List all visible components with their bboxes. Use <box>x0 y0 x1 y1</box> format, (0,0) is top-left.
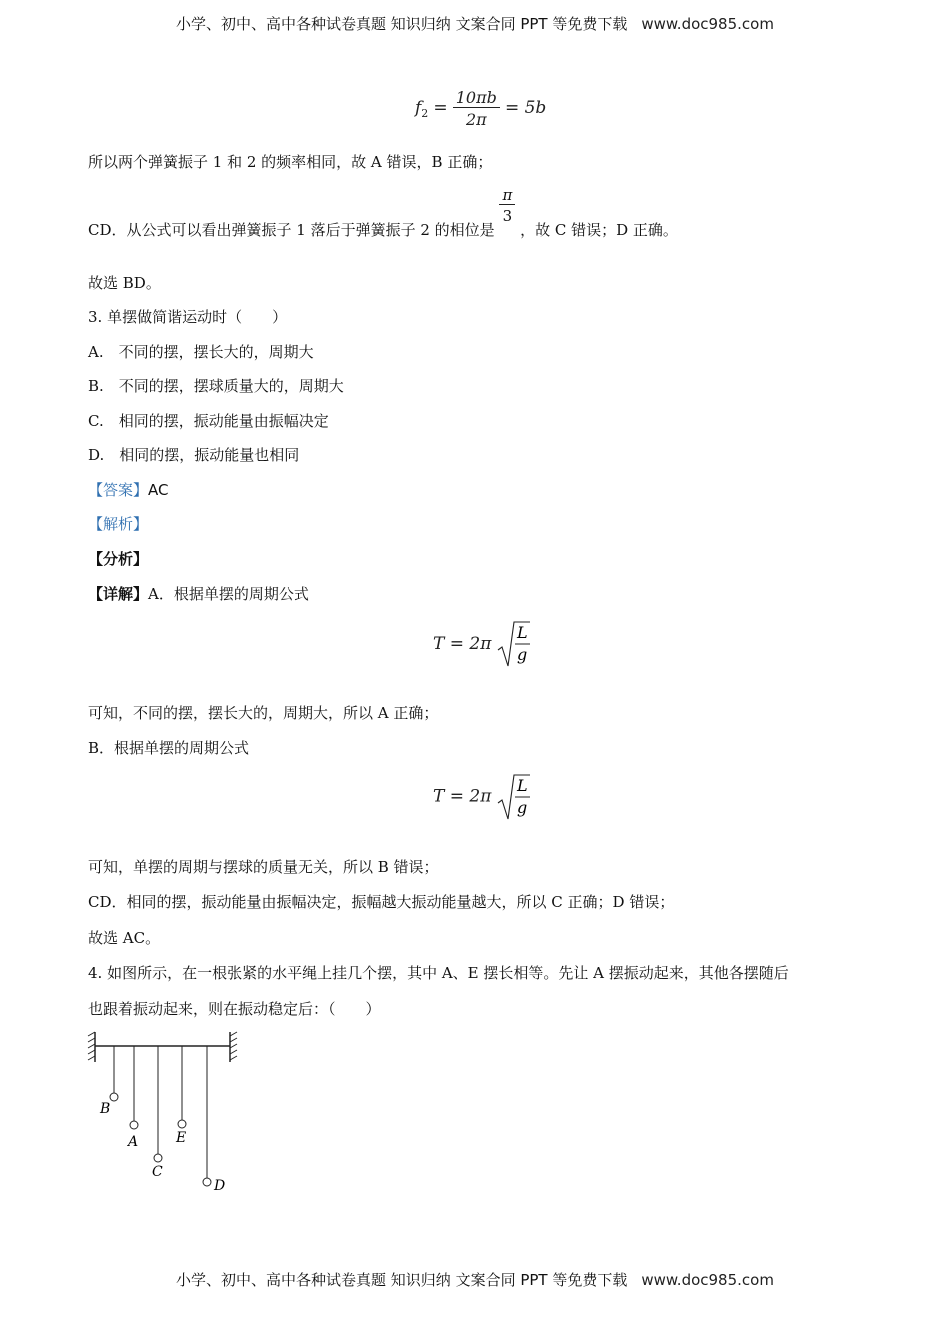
text-line-cd: CD．相同的摆，振动能量由振幅决定，振幅越大振动能量越大，所以 C 正确；D 错误； <box>88 893 675 911</box>
phase-fraction <box>499 186 515 225</box>
question-4-stem-2: 也跟着振动起来，则在振动稳定后：（ ） <box>88 1000 381 1018</box>
xiangjie-line <box>88 583 309 604</box>
pendulum-label-c: C <box>152 1164 163 1180</box>
option-d: D. 相同的摆，振动能量也相同 <box>88 446 300 464</box>
eq-period-1-sqrt <box>496 618 532 670</box>
text-line-k1: 可知，不同的摆，摆长大的，周期大，所以 A 正确； <box>88 704 439 722</box>
header-title: 小学、初中、高中各种试卷真题 知识归纳 文案合同 PPT 等免费下载 <box>176 15 628 33</box>
eq-period-2-sqrt <box>496 771 532 823</box>
question-4-stem-1: 4. 如图所示，在一根张紧的水平绳上挂几个摆，其中 A、E 摆长相等。先让 A 摆振动起来，其他各摆随后 <box>88 964 789 982</box>
page-footer <box>0 1269 950 1290</box>
cd-phase-pre: CD．从公式可以看出弹簧振子 1 落后于弹簧振子 2 的相位是 <box>88 220 495 239</box>
answer-value: AC <box>148 481 169 499</box>
text-line-b1: B．根据单摆的周期公式 <box>88 739 250 757</box>
eq-f2-denominator: 2π <box>453 107 500 129</box>
text-line-choose-bd: 故选 BD。 <box>88 274 161 292</box>
equation-f2 <box>415 88 546 129</box>
eq-f2-numerator: 10πb <box>455 88 497 107</box>
eq-f2-result: = 5b <box>504 98 547 118</box>
pendulum-figure <box>85 1030 245 1200</box>
eq-period-1-denominator: g <box>517 645 528 664</box>
option-c: C. 相同的摆，振动能量由振幅决定 <box>88 412 329 430</box>
pendulum-label-e: E <box>176 1130 187 1146</box>
phase-denominator: 3 <box>499 204 515 225</box>
pendulum-label-b: B <box>100 1101 111 1117</box>
pendulum-label-a: A <box>128 1134 139 1150</box>
fenxi-label: 【分析】 <box>88 550 149 568</box>
jiexi-label: 【解析】 <box>88 515 149 533</box>
xiangjie-label: 【详解】 <box>88 585 149 603</box>
text-line-1: 所以两个弹簧振子 1 和 2 的频率相同，故 A 错误，B 正确； <box>88 153 493 171</box>
phase-numerator: π <box>502 186 513 204</box>
equation-period-1 <box>433 618 532 668</box>
eq-period-2-denominator: g <box>517 798 528 817</box>
eq-f2-sub: 2 <box>421 107 429 121</box>
eq-period-1-numerator: L <box>517 623 529 642</box>
footer-site-link[interactable]: www.doc985.com <box>641 1271 774 1289</box>
eq-f2-equals: = <box>433 98 448 118</box>
question-3-stem: 3. 单摆做简谐运动时（ ） <box>88 308 288 326</box>
answer-label: 【答案】 <box>88 481 149 499</box>
xiangjie-text: A．根据单摆的周期公式 <box>148 585 309 603</box>
pendulum-label-d: D <box>214 1178 226 1194</box>
eq-period-2-lhs: T = 2π <box>433 786 492 807</box>
text-line-cd-phase <box>88 186 678 239</box>
answer-line <box>88 479 169 500</box>
text-line-k2: 可知，单摆的周期与摆球的质量无关，所以 B 错误； <box>88 858 439 876</box>
footer-title: 小学、初中、高中各种试卷真题 知识归纳 文案合同 PPT 等免费下载 <box>176 1271 628 1289</box>
text-line-choose-ac: 故选 AC。 <box>88 929 161 947</box>
equation-period-2 <box>433 771 532 821</box>
eq-period-1-lhs: T = 2π <box>433 633 492 654</box>
header-site-link[interactable]: www.doc985.com <box>641 15 774 33</box>
eq-f2-lhs: f <box>415 98 422 118</box>
option-a: A. 不同的摆，摆长大的，周期大 <box>88 343 314 361</box>
cd-phase-post: ，故 C 错误；D 正确。 <box>520 220 678 239</box>
page-header <box>0 13 950 34</box>
eq-period-2-numerator: L <box>517 776 529 795</box>
option-b: B. 不同的摆，摆球质量大的，周期大 <box>88 377 344 395</box>
eq-f2-fraction <box>453 88 500 129</box>
